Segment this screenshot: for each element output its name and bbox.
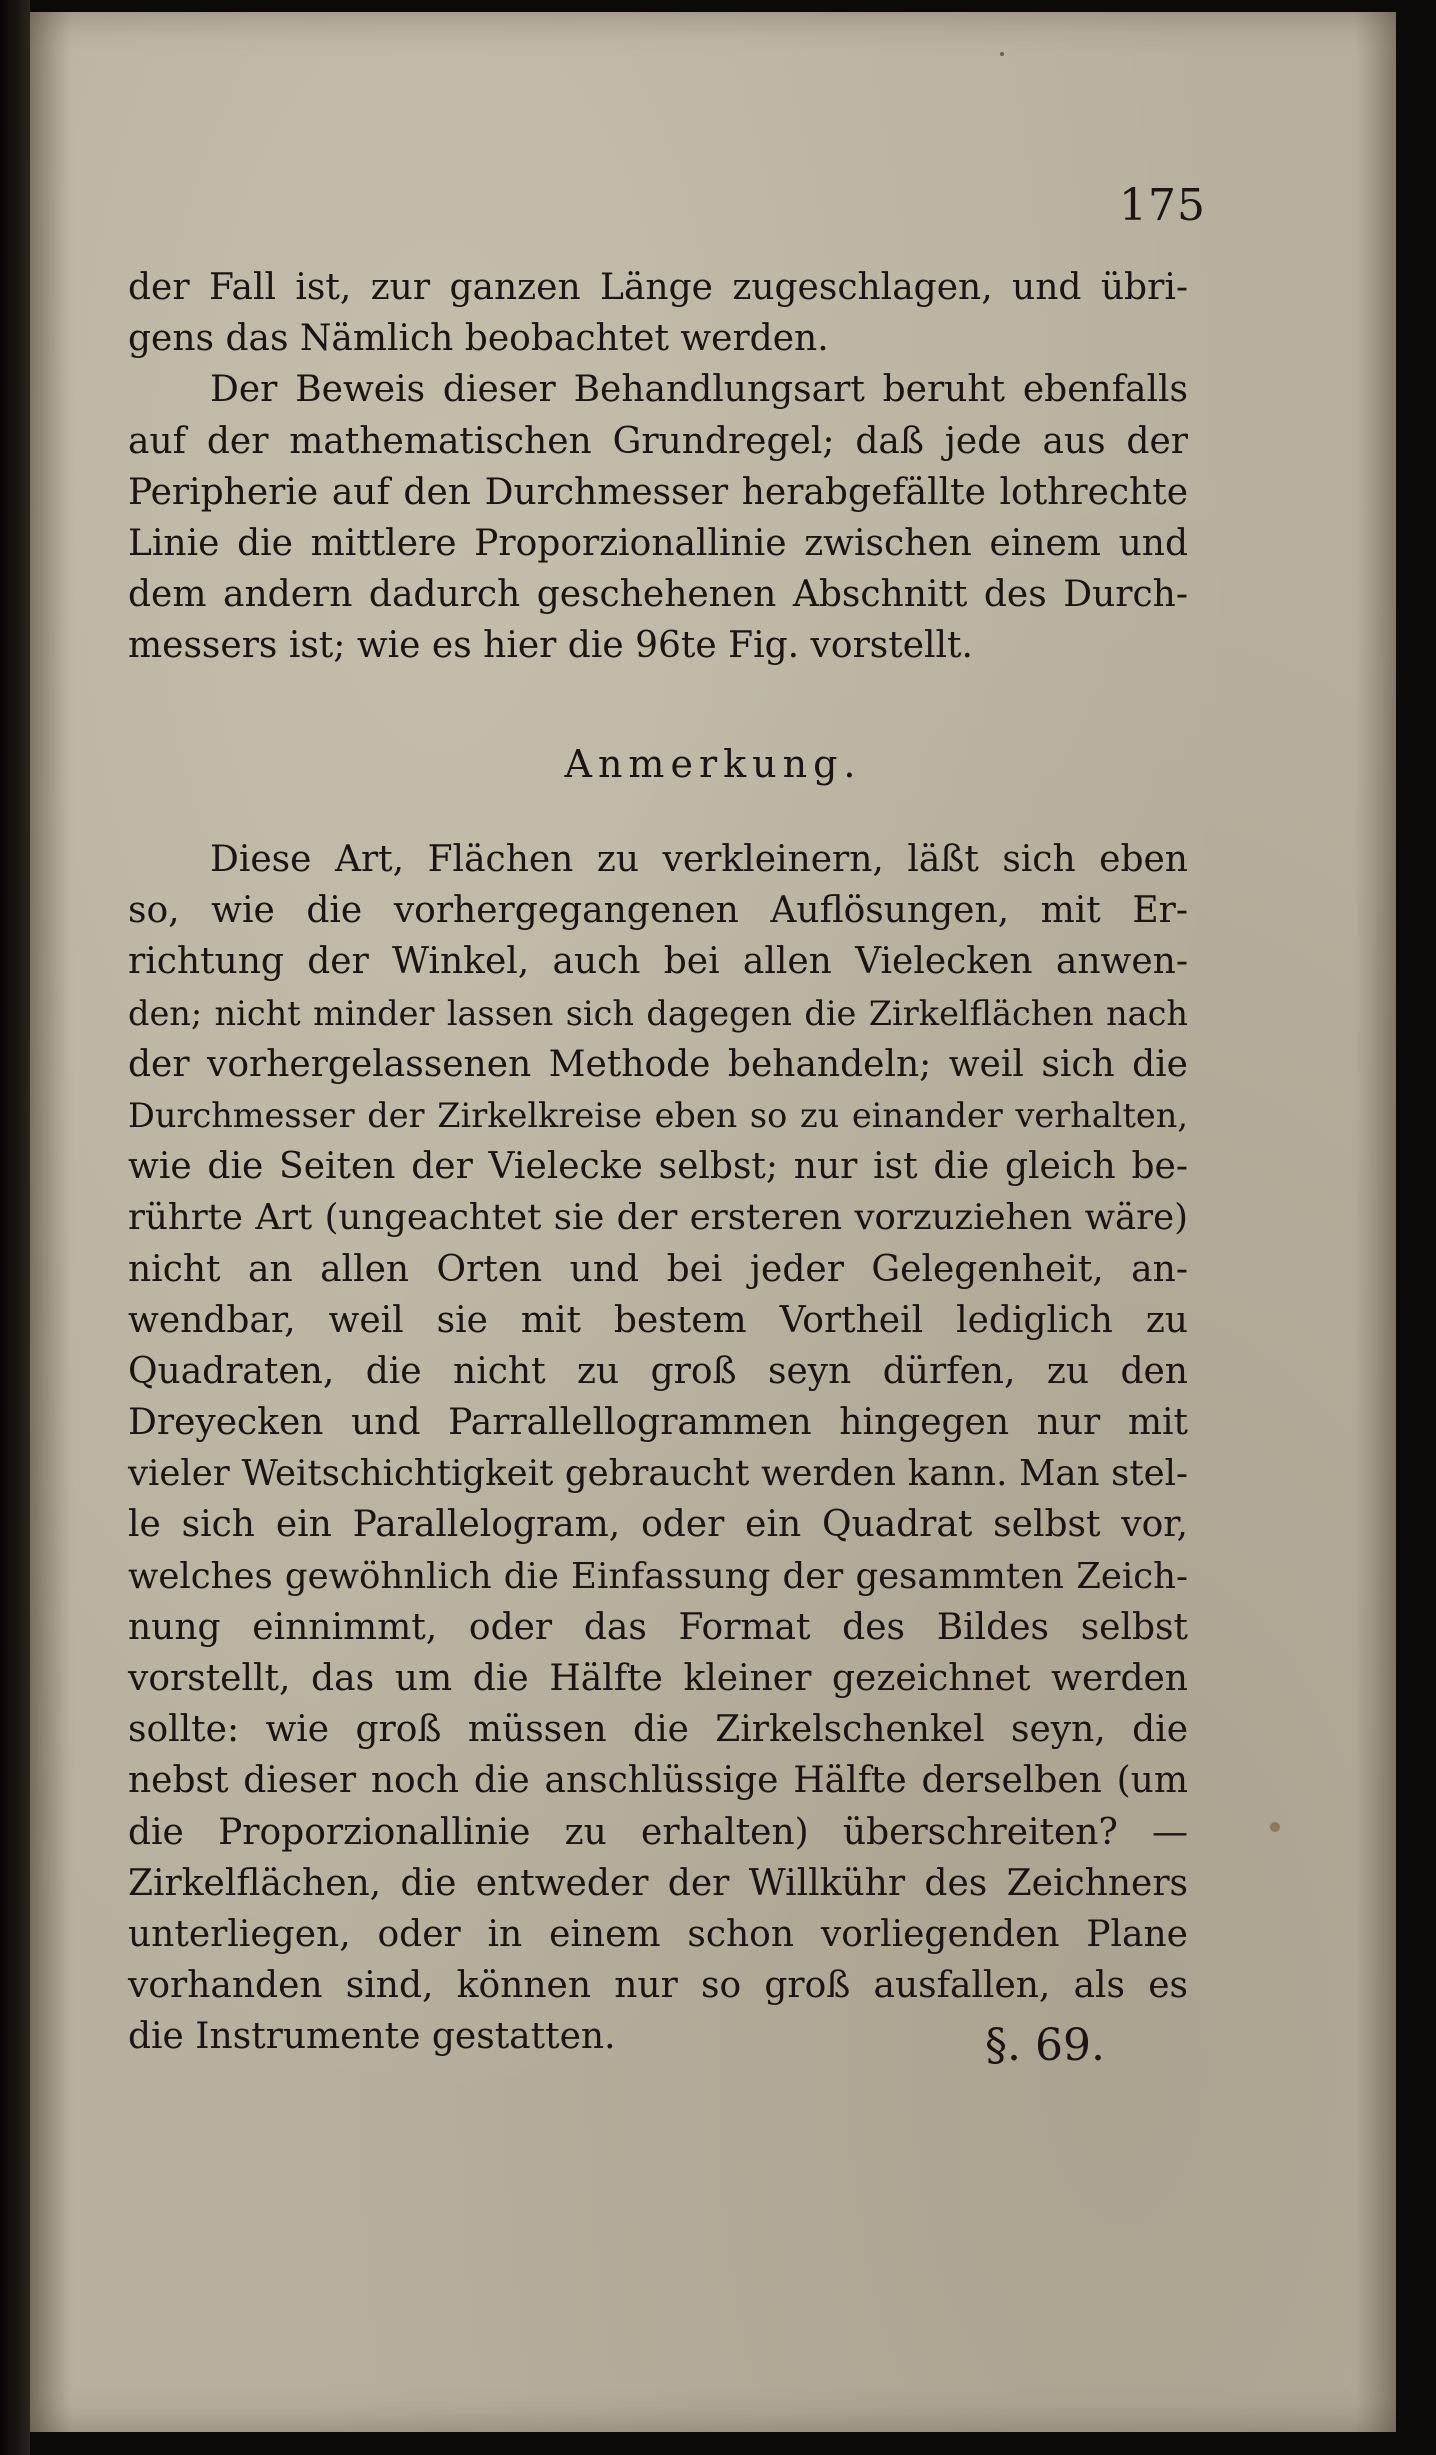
- text-line: der Fall ist, zur ganzen Länge zugeschlagen, und übri-: [128, 267, 1188, 308]
- text-line: Zirkelflächen, die entweder der Willkühr des Zeichners: [128, 1862, 1188, 1904]
- text-line: nung einnimmt, oder das Format des Bildes selbst: [128, 1606, 1188, 1648]
- text-line: vorhanden sind, können nur so groß ausfallen, als es: [128, 1965, 1188, 2007]
- text-line: die Proporzionallinie zu erhalten) überschreiten? —: [128, 1811, 1188, 1853]
- text-line: Dreyecken und Parrallellogrammen hingegen nur mit: [128, 1402, 1188, 1444]
- text-line: so, wie die vorhergegangenen Auflösungen, mit Er-: [128, 890, 1188, 932]
- book-binding-edge: [0, 0, 30, 2455]
- text-line: Durchmesser der Zirkelkreise eben so zu einander verhalten,: [128, 1095, 1188, 1135]
- text-line: Linie die mittlere Proporzionallinie zwischen einem und: [128, 522, 1188, 564]
- text-line: welches gewöhnlich die Einfassung der gesammten Zeich-: [128, 1555, 1188, 1597]
- text-line: gens das Nämlich beobachtet werden.: [128, 318, 829, 360]
- text-line: rührte Art (ungeachtet sie der ersteren vorzuziehen wäre): [128, 1197, 1188, 1239]
- text-line: sollte: wie groß müssen die Zirkelschenkel seyn, die: [128, 1709, 1188, 1751]
- text-line: Diese Art, Flächen zu verkleinern, läßt sich eben: [210, 839, 1188, 880]
- text-line: richtung der Winkel, auch bei allen Vielecken anwen-: [128, 941, 1188, 983]
- page-number: 175: [1119, 180, 1206, 231]
- text-line: wie die Seiten der Vielecke selbst; nur ist die gleich be-: [128, 1146, 1188, 1188]
- section-mark: §. 69.: [985, 2020, 1105, 2071]
- text-block-top: [128, 262, 1188, 672]
- text-line: die Instrumente gestatten.: [128, 2016, 616, 2058]
- text-line: nicht an allen Orten und bei jeder Gelegenheit, an-: [128, 1248, 1188, 1290]
- text-line: Der Beweis dieser Behandlungsart beruht ebenfalls: [210, 369, 1188, 411]
- paper-speck: [1270, 1822, 1280, 1832]
- text-line: messers ist; wie es hier die 96te Fig. vorstellt.: [128, 625, 973, 667]
- text-line: dem andern dadurch geschehenen Abschnitt des Durch-: [128, 574, 1188, 616]
- section-heading: Anmerkung.: [564, 742, 862, 786]
- text-block-annotation: [128, 834, 1188, 2063]
- text-line: wendbar, weil sie mit bestem Vortheil lediglich zu: [128, 1299, 1188, 1341]
- text-line: Peripherie auf den Durchmesser herabgefällte lothrechte: [128, 471, 1188, 513]
- text-line: nebst dieser noch die anschlüssige Hälfte derselben (um: [128, 1760, 1188, 1802]
- text-line: le sich ein Parallelogram, oder ein Quadrat selbst vor,: [128, 1504, 1188, 1546]
- text-line: vorstellt, das um die Hälfte kleiner gezeichnet werden: [128, 1658, 1188, 1699]
- text-line: Quadraten, die nicht zu groß seyn dürfen, zu den: [128, 1350, 1188, 1392]
- text-line: unterliegen, oder in einem schon vorliegenden Plane: [128, 1913, 1188, 1955]
- paper-speck: [1000, 52, 1004, 56]
- text-line: vieler Weitschichtigkeit gebraucht werden kann. Man stel-: [128, 1453, 1188, 1495]
- text-line: auf der mathematischen Grundregel; daß jede aus der: [128, 420, 1188, 462]
- text-line: der vorhergelassenen Methode behandeln; weil sich die: [128, 1043, 1188, 1085]
- text-line: den; nicht minder lassen sich dagegen die Zirkelflächen nach: [128, 993, 1188, 1033]
